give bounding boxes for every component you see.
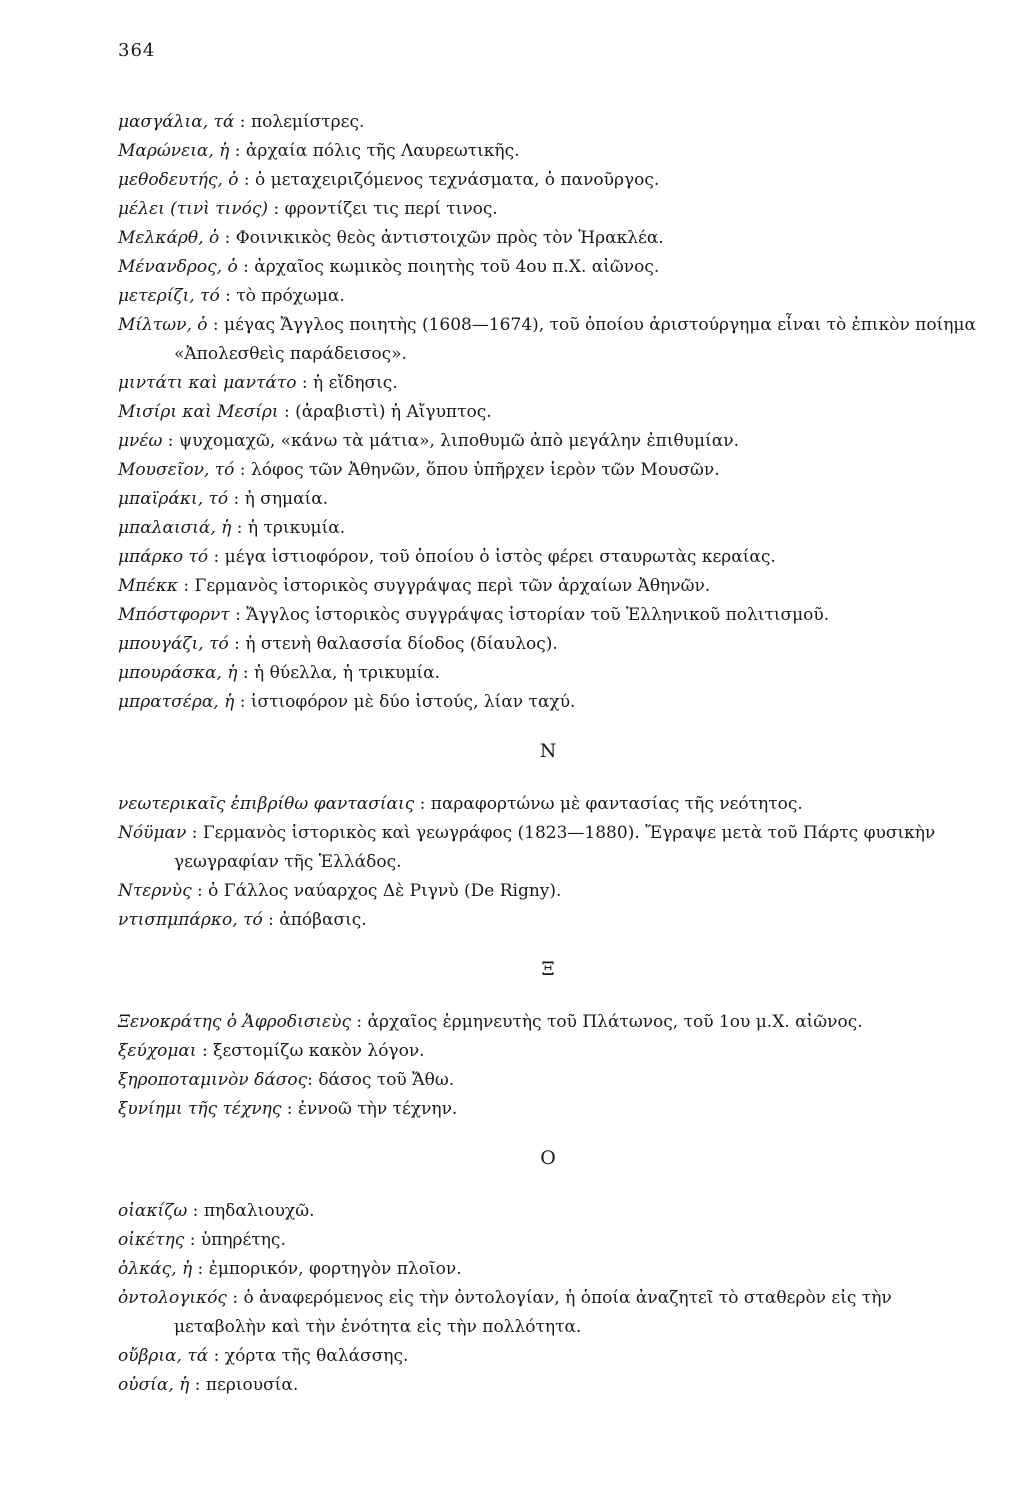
glossary-entry — [118, 1226, 978, 1255]
entry-separator: : — [228, 634, 246, 654]
entry-separator: : — [229, 141, 246, 161]
entry-term: Νόϋμαν — [118, 823, 187, 843]
entry-separator: : — [207, 315, 225, 335]
entry-separator: : — [208, 1346, 225, 1366]
entry-definition: Φοινικικὸς θεὸς ἀντιστοιχῶν πρὸς τὸν Ἡρακλέα. — [235, 228, 664, 248]
entry-term: νεωτερικαῖς ἐπιβρίθω φαντασίαις — [118, 794, 415, 814]
page-number: 364 — [118, 40, 156, 61]
entry-definition: ὁ Γάλλος ναύαρχος Δὲ Ριγνὺ (De Rigny). — [208, 881, 562, 901]
entry-separator: : — [162, 431, 179, 451]
entry-separator: : — [184, 1230, 201, 1250]
entry-term: ξυνίημι τῆς τέχνης — [118, 1099, 282, 1119]
entry-separator: : — [192, 1259, 209, 1279]
glossary-entry — [118, 1037, 978, 1066]
entry-separator: : — [219, 286, 237, 306]
entry-term: Μελκάρθ, ὁ — [118, 228, 220, 248]
entry-term: Ντερνὺς — [118, 881, 192, 901]
entry-term: Μένανδρος, ὁ — [118, 257, 238, 277]
entry-definition: ὑπηρέτης. — [200, 1230, 286, 1250]
entry-definition: πηδαλιουχῶ. — [203, 1201, 315, 1221]
entry-separator: : — [234, 460, 251, 480]
entry-definition: χόρτα τῆς θαλάσσης. — [224, 1346, 409, 1366]
entry-definition: ὁ ἀναφερόμενος εἰς τὴν ὀντολογίαν, ἡ ὁποία ἀναζητεῖ τὸ σταθερὸν εἰς τὴν μεταβολὴν καὶ τὴν ἑνότητα εἰς τὴν πολλότητα. — [174, 1288, 892, 1337]
entry-definition: μέγας Ἄγγλος ποιητὴς (1608—1674), τοῦ ὁποίου ἀριστούργημα εἶναι τὸ ἐπικὸν ποίημα «Ἀπολεσθεὶς παράδεισος». — [174, 315, 976, 364]
entry-separator: : — [178, 576, 195, 596]
entry-separator: : — [281, 1099, 298, 1119]
glossary-entry — [118, 311, 978, 369]
entry-term: οὐσία, ἡ — [118, 1375, 190, 1395]
entry-term: οἰκέτης — [118, 1230, 185, 1250]
entry-term: Μπόστφορντ — [118, 605, 230, 625]
entry-definition: Ἄγγλος ἱστορικὸς συγγράψας ἱστορίαν τοῦ Ἑλληνικοῦ πολιτισμοῦ. — [246, 605, 830, 625]
entry-term: Μίλτων, ὁ — [118, 315, 208, 335]
entry-separator: : — [229, 605, 247, 625]
entry-definition: παραφορτώνω μὲ φαντασίας τῆς νεότητος. — [430, 794, 803, 814]
glossary-entry — [118, 398, 978, 427]
entry-term: Ξενοκράτης ὁ Ἀφροδισιεὺς — [118, 1012, 351, 1032]
entry-definition: ἐμπορικόν, φορτηγὸν πλοῖον. — [208, 1259, 462, 1279]
entry-separator: : — [208, 547, 225, 567]
entry-term: μπαλαισιά, ἡ — [118, 518, 232, 538]
entry-term: μεθοδευτής, ὁ — [118, 170, 239, 190]
entry-separator: : — [234, 112, 251, 132]
entry-definition: ἀρχαία πόλις τῆς Λαυρεωτικῆς. — [245, 141, 520, 161]
entry-term: μνέω — [118, 431, 163, 451]
glossary-entry — [118, 1008, 978, 1037]
glossary-entry — [118, 659, 978, 688]
entry-separator: : — [351, 1012, 368, 1032]
glossary-entry — [118, 1197, 978, 1226]
entry-separator: : — [237, 663, 255, 683]
glossary-entry — [118, 224, 978, 253]
glossary-entry — [118, 572, 978, 601]
glossary-entry — [118, 630, 978, 659]
entry-definition: περιουσία. — [205, 1375, 299, 1395]
glossary-entry — [118, 877, 978, 906]
entry-term: μπρατσέρα, ἡ — [118, 692, 235, 712]
glossary-entry — [118, 166, 978, 195]
entry-definition: ξεστομίζω κακὸν λόγον. — [213, 1041, 425, 1061]
entry-definition: τὸ πρόχωμα. — [236, 286, 345, 306]
entry-separator: : — [186, 823, 203, 843]
glossary-entry — [118, 1095, 978, 1124]
glossary-entry — [118, 137, 978, 166]
entry-separator: : — [187, 1201, 204, 1221]
entry-definition: λόφος τῶν Ἀθηνῶν, ὅπου ὑπῆρχεν ἱερὸν τῶν Μουσῶν. — [250, 460, 720, 480]
glossary-entry — [118, 427, 978, 456]
entry-definition: δάσος τοῦ Ἄθω. — [318, 1070, 455, 1090]
glossary-entry — [118, 1284, 978, 1342]
glossary-entry — [118, 819, 978, 877]
glossary-entry — [118, 108, 978, 137]
entry-definition: ἱστιοφόρον μὲ δύο ἱστούς, λίαν ταχύ. — [250, 692, 576, 712]
glossary-entry — [118, 1371, 978, 1400]
entry-definition: ἡ θύελλα, ἡ τρικυμία. — [254, 663, 441, 683]
entry-separator: : — [196, 1041, 214, 1061]
entry-term: μπάρκο τό — [118, 547, 209, 567]
glossary-entry — [118, 195, 978, 224]
entry-separator: : — [191, 881, 209, 901]
entry-separator: : — [296, 373, 314, 393]
entry-term: μιντάτι καὶ μαντάτο — [118, 373, 297, 393]
entry-term: Μισίρι καὶ Μεσίρι — [118, 402, 279, 422]
glossary-entry — [118, 514, 978, 543]
entry-separator: : — [219, 228, 236, 248]
glossary-entry — [118, 543, 978, 572]
entry-separator: : — [307, 1070, 319, 1090]
entry-definition: ἡ στενὴ θαλασσία δίοδος (δίαυλος). — [245, 634, 558, 654]
entry-term: μετερίζι, τό — [118, 286, 220, 306]
glossary-entry — [118, 688, 978, 717]
entry-separator: : — [234, 692, 251, 712]
entry-separator: : — [231, 518, 248, 538]
entry-separator: : — [414, 794, 431, 814]
glossary-entry — [118, 790, 978, 819]
entry-term: ξεύχομαι — [118, 1041, 197, 1061]
glossary-entry — [118, 1255, 978, 1284]
glossary-entry — [118, 456, 978, 485]
section-letter: Ν — [539, 740, 557, 762]
entry-term: οἰακίζω — [118, 1201, 188, 1221]
entry-term: ὁλκάς, ἡ — [118, 1259, 193, 1279]
glossary-content — [118, 108, 978, 1400]
entry-definition: ὁ μεταχειριζόμενος τεχνάσματα, ὁ πανοῦργος. — [255, 170, 660, 190]
entry-term: μπουγάζι, τό — [118, 634, 229, 654]
entry-separator: : — [238, 170, 256, 190]
entry-separator: : — [226, 1288, 244, 1308]
entry-definition: (ἀραβιστὶ) ἡ Αἴγυπτος. — [295, 402, 492, 422]
entry-definition: ἡ τρικυμία. — [247, 518, 346, 538]
entry-separator: : — [262, 910, 280, 930]
glossary-entry — [118, 253, 978, 282]
glossary-entry — [118, 485, 978, 514]
entry-definition: ἀρχαῖος ἑρμηνευτὴς τοῦ Πλάτωνος, τοῦ 1ου μ.Χ. αἰῶνος. — [367, 1012, 863, 1032]
entry-term: μασγάλια, τά — [118, 112, 235, 132]
glossary-entry — [118, 1342, 978, 1371]
section-letter: Ο — [540, 1147, 556, 1169]
glossary-entry — [118, 906, 978, 935]
entry-term: μέλει (τινὶ τινός) — [118, 199, 269, 219]
section-letter: Ξ — [541, 958, 555, 980]
entry-definition: ἀπόβασις. — [279, 910, 367, 930]
entry-separator: : — [278, 402, 296, 422]
entry-separator: : — [228, 489, 245, 509]
entry-term: ξηροποταμινὸν δάσος — [118, 1070, 308, 1090]
glossary-entry — [118, 601, 978, 630]
entry-term: ὀντολογικός — [118, 1288, 227, 1308]
entry-definition: μέγα ἱστιοφόρον, τοῦ ὁποίου ὁ ἱστὸς φέρει σταυρωτὰς κεραίας. — [224, 547, 776, 567]
entry-separator: : — [189, 1375, 206, 1395]
entry-separator: : — [237, 257, 255, 277]
glossary-entry — [118, 282, 978, 311]
entry-definition: Γερμανὸς ἱστορικὸς καὶ γεωγράφος (1823—1880). Ἔγραψε μετὰ τοῦ Πάρτς φυσικὴν γεωγραφίαν τῆς Ἑλλάδος. — [174, 823, 936, 872]
entry-definition: φροντίζει τις περί τινος. — [284, 199, 498, 219]
entry-definition: ἡ σημαία. — [244, 489, 329, 509]
entry-definition: ἡ εἴδησις. — [313, 373, 398, 393]
entry-term: Μουσεῖον, τό — [118, 460, 235, 480]
entry-term: Μαρώνεια, ἡ — [118, 141, 230, 161]
entry-term: οὔβρια, τά — [118, 1346, 209, 1366]
entry-term: μπαϊράκι, τό — [118, 489, 229, 509]
entry-definition: πολεμίστρες. — [250, 112, 365, 132]
entry-definition: ἐννοῶ τὴν τέχνην. — [297, 1099, 458, 1119]
entry-definition: ἀρχαῖος κωμικὸς ποιητὴς τοῦ 4ου π.Χ. αἰῶνος. — [254, 257, 660, 277]
entry-definition: Γερμανὸς ἱστορικὸς συγγράψας περὶ τῶν ἀρχαίων Ἀθηνῶν. — [194, 576, 711, 596]
glossary-entry — [118, 369, 978, 398]
entry-term: ντισπμπάρκο, τό — [118, 910, 263, 930]
entry-term: Μπέκκ — [118, 576, 178, 596]
entry-definition: ψυχομαχῶ, «κάνω τὰ μάτια», λιποθυμῶ ἀπὸ μεγάλην ἐπιθυμίαν. — [178, 431, 739, 451]
glossary-entry — [118, 1066, 978, 1095]
entry-term: μπουράσκα, ἡ — [118, 663, 238, 683]
entry-separator: : — [268, 199, 285, 219]
